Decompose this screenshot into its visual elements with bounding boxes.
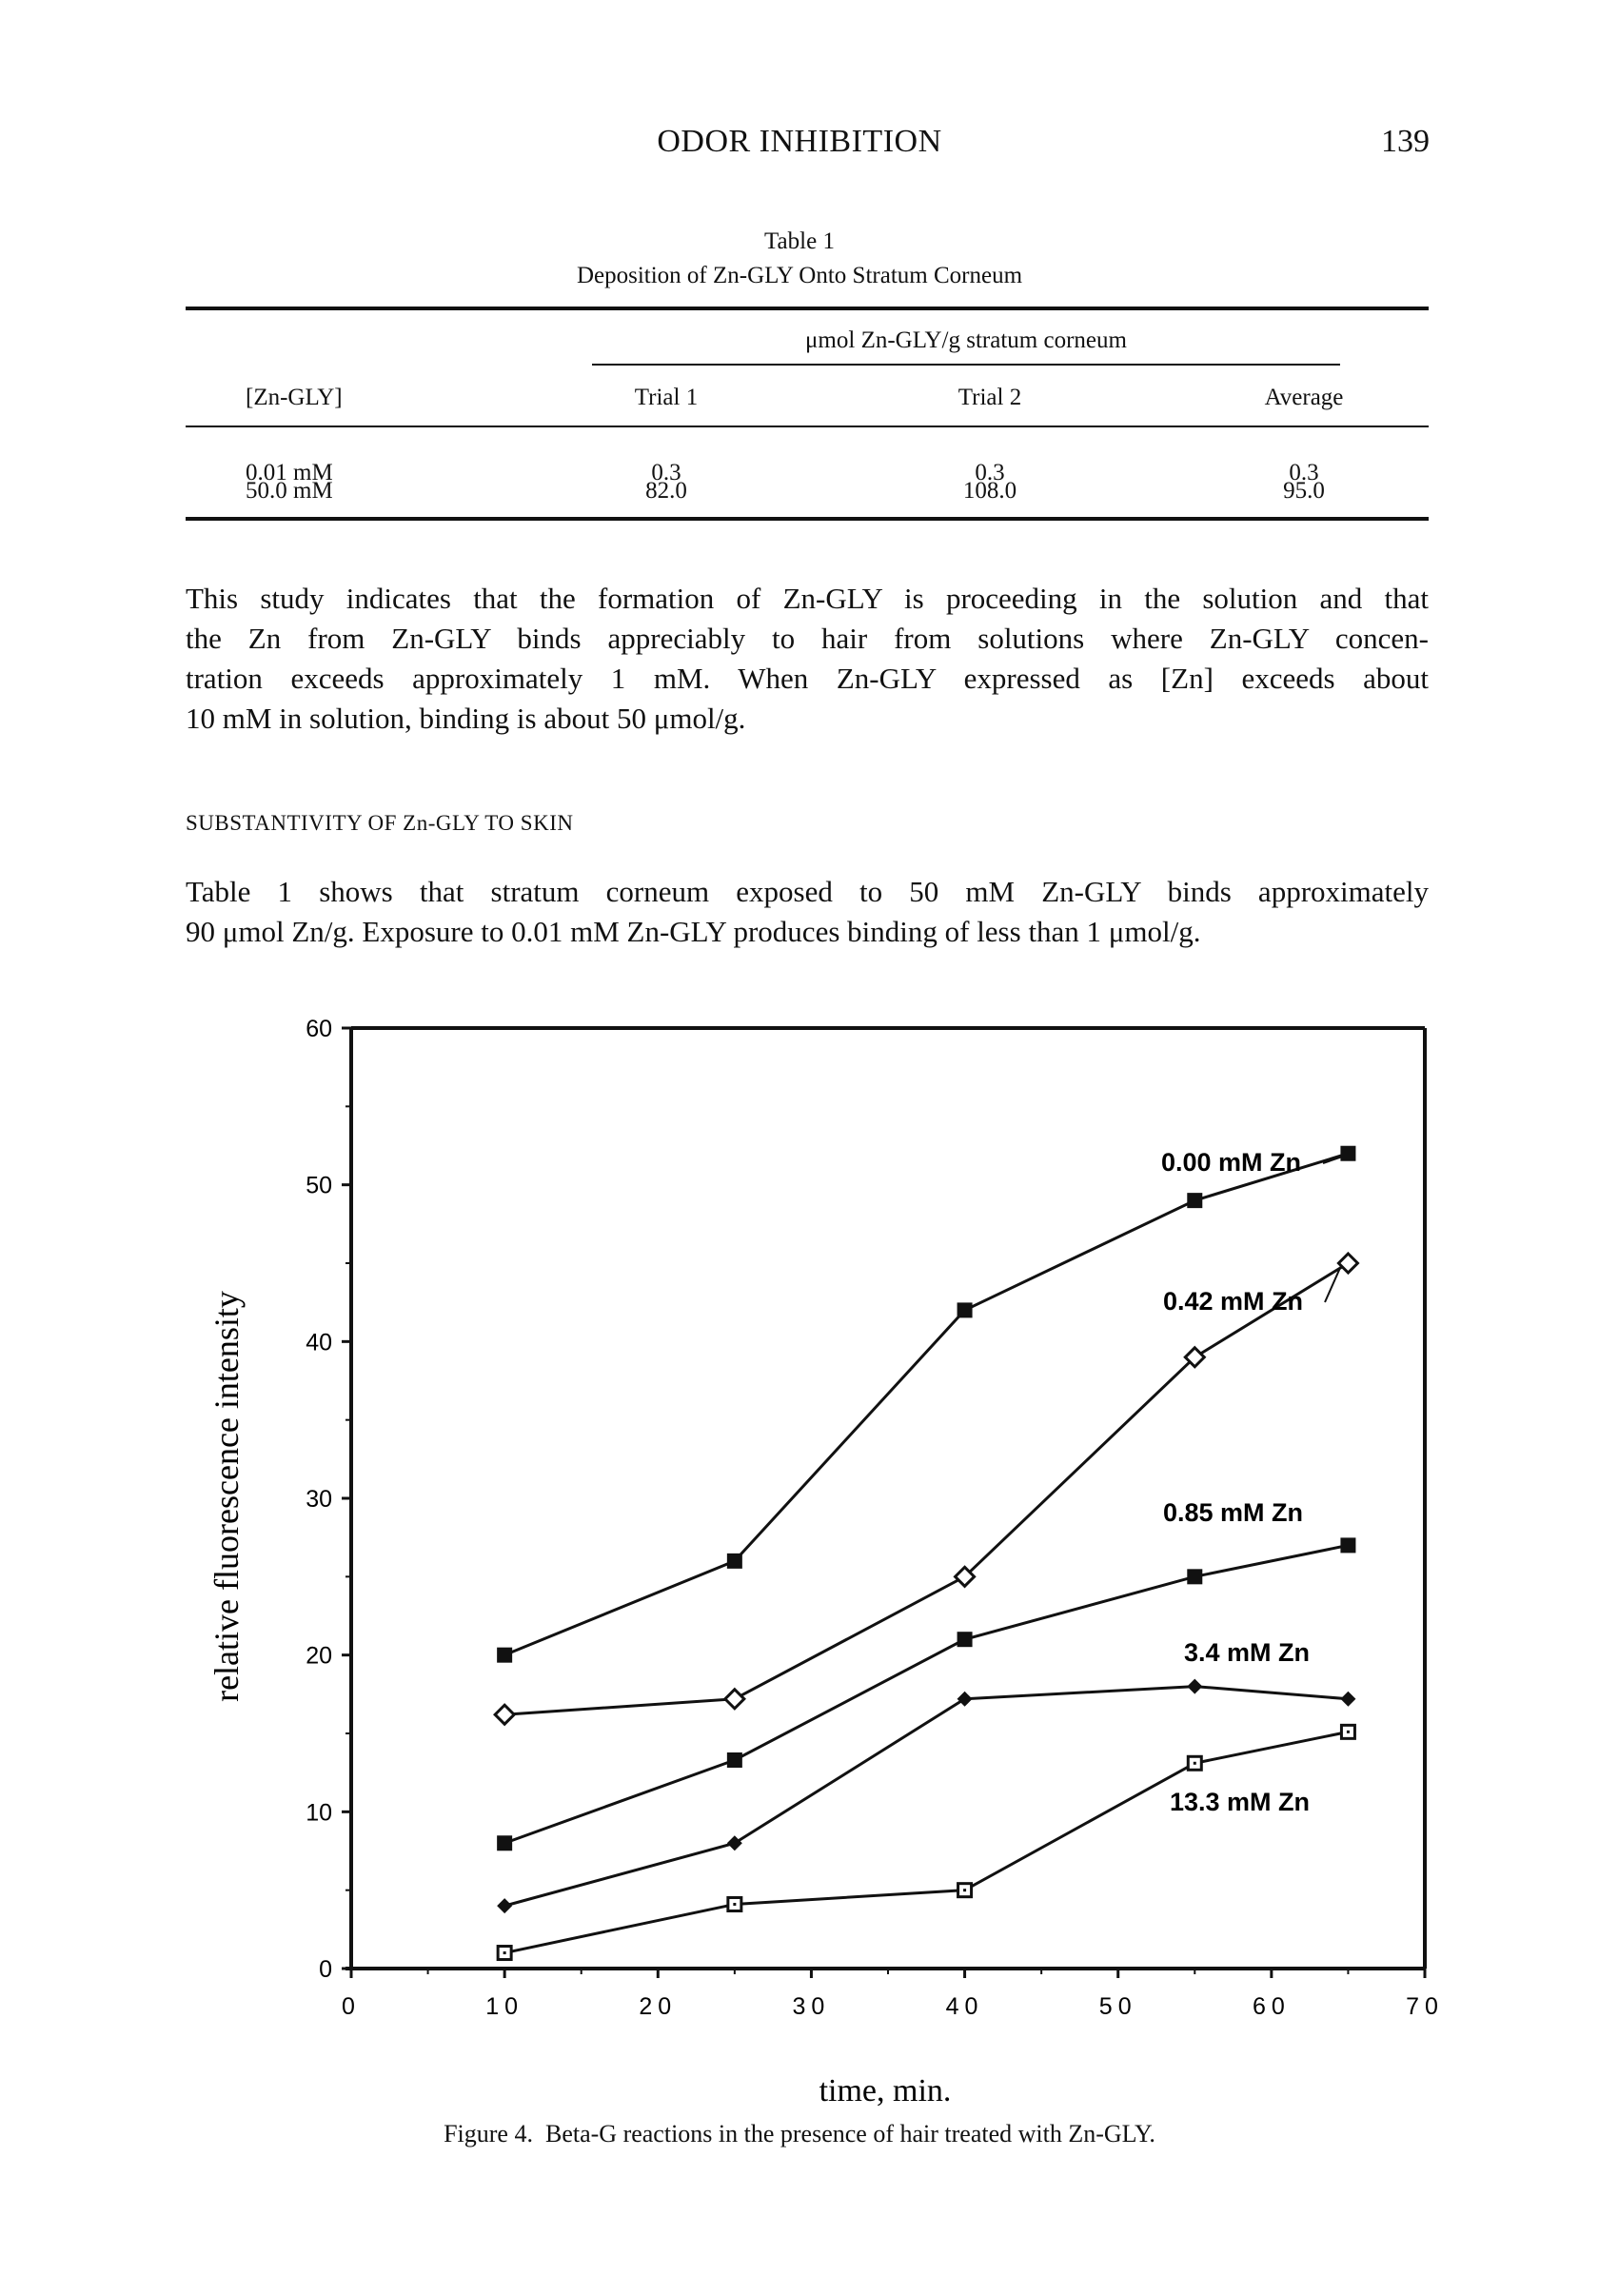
- text-line: This study indicates that the formation of Zn-GLY is proceeding in the solution and that: [186, 582, 1429, 615]
- data-point: [497, 1648, 512, 1663]
- text-line: 10 mM in solution, binding is about 50 μmol/g.: [186, 702, 746, 735]
- text-line: tration exceeds approximately 1 mM. When Zn-GLY expressed as [Zn] exceeds about: [186, 662, 1429, 695]
- data-point: [497, 1898, 512, 1913]
- table-cell: 0.01 mM: [246, 460, 333, 485]
- data-point: [957, 1632, 973, 1647]
- table-cell: 0.3: [651, 460, 681, 485]
- table-spanner: μmol Zn-GLY/g stratum corneum: [805, 327, 1127, 353]
- section-heading: SUBSTANTIVITY OF Zn-GLY TO SKIN: [186, 811, 574, 835]
- series-label: 13.3 mM Zn: [1170, 1788, 1311, 1816]
- data-point: [725, 1690, 744, 1709]
- table-cell: 82.0: [645, 478, 687, 504]
- y-tick-label: 40: [306, 1329, 332, 1356]
- table-cell: 95.0: [1283, 478, 1325, 504]
- data-point: [1187, 1193, 1202, 1208]
- y-tick-label: 60: [306, 1016, 332, 1042]
- table-cell: 50.0 mM: [246, 478, 333, 504]
- x-tick-label: 0: [342, 1993, 361, 2020]
- table-cell: 108.0: [962, 478, 1017, 504]
- table-title: Deposition of Zn-GLY Onto Stratum Corneum: [576, 263, 1023, 288]
- x-tick-label: 70: [1406, 1993, 1444, 2020]
- series-label: 0.00 mM Zn: [1161, 1148, 1302, 1177]
- y-tick-label: 0: [319, 1956, 332, 1983]
- caption-text: Beta-G reactions in the presence of hair treated with Zn-GLY.: [544, 2120, 1155, 2148]
- data-point-dot: [1194, 1762, 1196, 1765]
- series-line: [504, 1732, 1348, 1952]
- x-axis-label: time, min.: [819, 2073, 952, 2108]
- column-header: Trial 2: [957, 385, 1022, 410]
- figure-caption: [0, 2120, 1599, 2148]
- data-point: [1340, 1692, 1355, 1707]
- data-point: [957, 1692, 973, 1707]
- x-tick-label: 30: [792, 1993, 831, 2020]
- text-line: 90 μmol Zn/g. Exposure to 0.01 mM Zn-GLY produces binding of less than 1 μmol/g.: [186, 915, 1201, 948]
- y-tick-label: 10: [306, 1799, 332, 1827]
- page-number: 139: [1381, 124, 1430, 159]
- series-label: 0.85 mM Zn: [1163, 1498, 1304, 1527]
- x-tick-label: 60: [1252, 1993, 1291, 2020]
- table-cell: 0.3: [1289, 460, 1319, 485]
- column-header: Trial 1: [634, 385, 699, 410]
- series-label: 0.42 mM Zn: [1163, 1287, 1304, 1316]
- table-label: Table 1: [764, 228, 835, 254]
- table-cell: 0.3: [975, 460, 1005, 485]
- data-point: [495, 1705, 514, 1724]
- series-line: [504, 1154, 1348, 1655]
- data-point-dot: [503, 1951, 506, 1954]
- data-point: [1187, 1679, 1202, 1694]
- data-point-dot: [963, 1889, 966, 1891]
- data-point: [1338, 1254, 1357, 1273]
- text-line: the Zn from Zn-GLY binds appreciably to hair from solutions where Zn-GLY concen-: [186, 622, 1429, 655]
- data-point: [727, 1554, 742, 1569]
- x-tick-label: 20: [639, 1993, 678, 2020]
- y-axis-label: relative fluorescence intensity: [207, 1291, 246, 1702]
- y-tick-label: 30: [306, 1486, 332, 1513]
- y-tick-label: 50: [306, 1172, 332, 1199]
- column-header: Average: [1264, 385, 1344, 410]
- data-point-dot: [1347, 1731, 1350, 1733]
- column-header: [Zn-GLY]: [246, 385, 343, 410]
- x-tick-label: 50: [1098, 1993, 1137, 2020]
- series-label: 3.4 mM Zn: [1184, 1638, 1311, 1667]
- data-point-dot: [733, 1903, 736, 1906]
- data-point: [497, 1835, 512, 1851]
- text-line: Table 1 shows that stratum corneum exposed to 50 mM Zn-GLY binds approximately: [186, 875, 1429, 908]
- y-tick-label: 20: [306, 1642, 332, 1670]
- caption-label: Figure 4.: [444, 2120, 533, 2148]
- running-title: ODOR INHIBITION: [657, 124, 942, 159]
- data-point: [727, 1752, 742, 1768]
- data-point: [1187, 1569, 1202, 1584]
- x-tick-label: 40: [945, 1993, 984, 2020]
- x-tick-label: 10: [485, 1993, 524, 2020]
- data-point: [727, 1835, 742, 1851]
- data-point: [1340, 1146, 1355, 1161]
- data-point: [1340, 1537, 1355, 1553]
- data-point: [957, 1302, 973, 1317]
